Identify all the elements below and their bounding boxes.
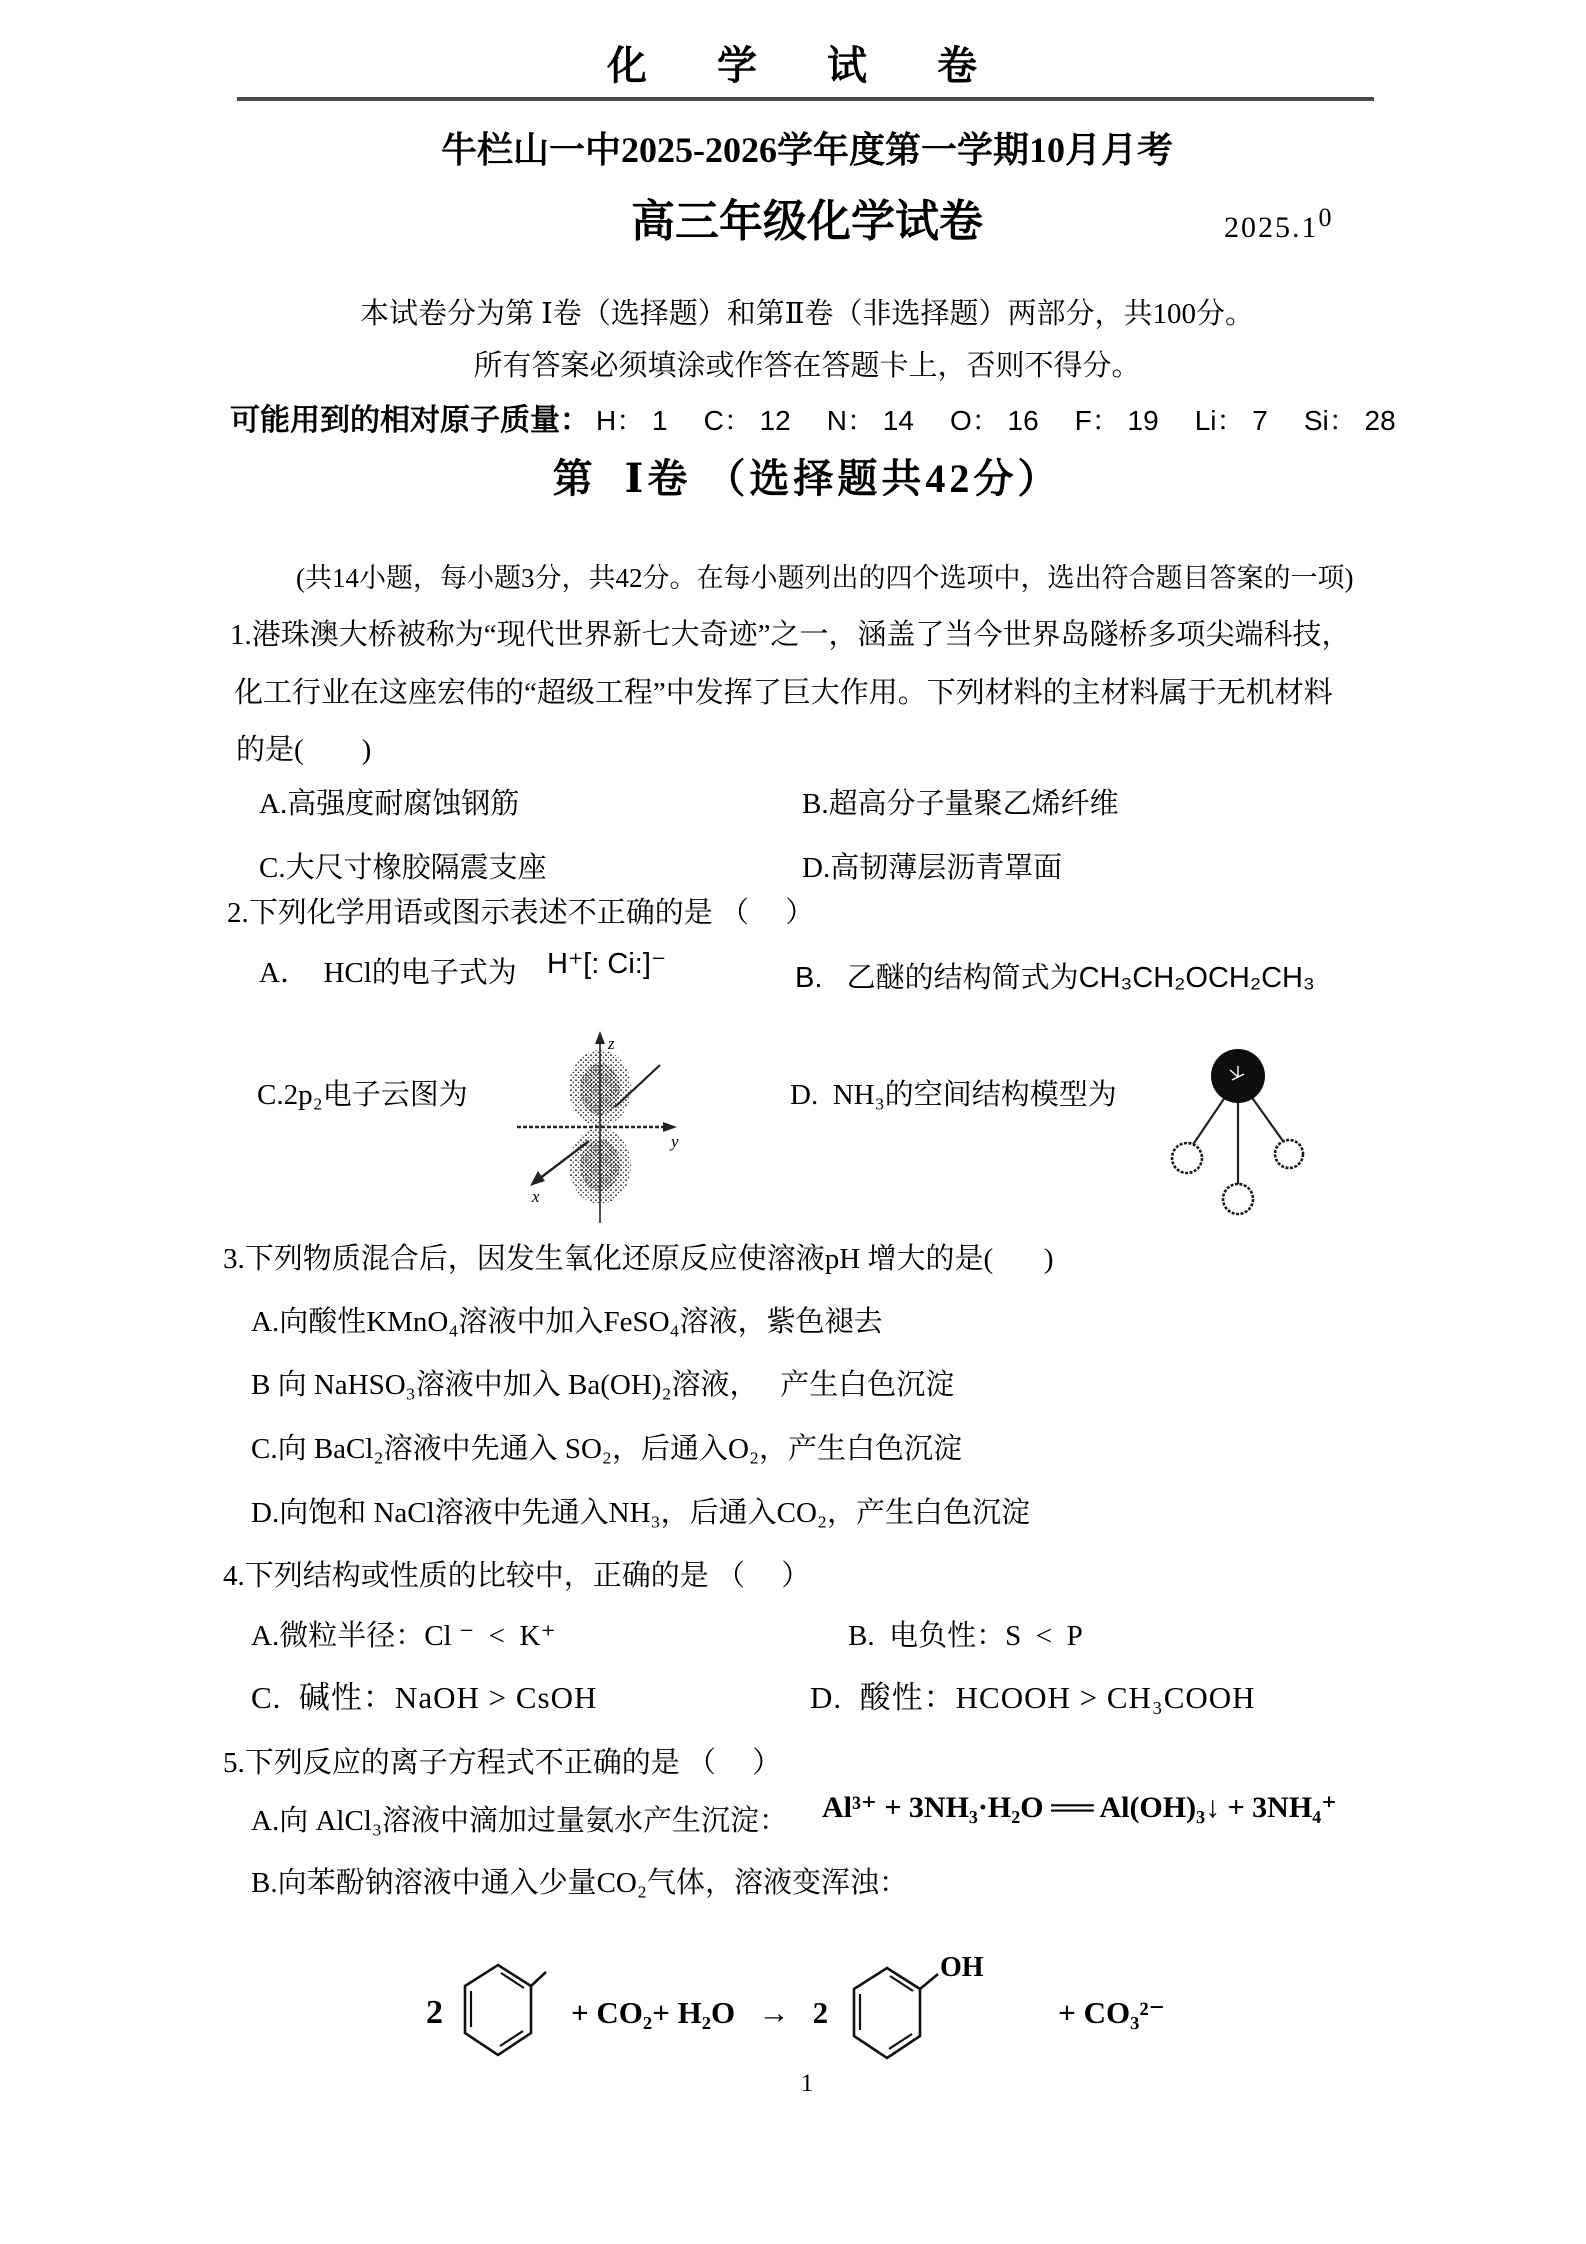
q1-option-d: D.高韧薄层沥青罩面 bbox=[802, 852, 1063, 884]
x-axis-arrowhead bbox=[530, 1171, 545, 1186]
q1-option-c: C.大尺寸橡胶隔震支座 bbox=[259, 852, 547, 884]
reaction-tail-text: + CO₃²⁻ bbox=[1058, 1995, 1166, 2030]
q2-option-a: A． HCl的电子式为 bbox=[259, 957, 517, 989]
q5-option-b: B.向苯酚钠溶液中通入少量CO₂气体，溶液变浑浊： bbox=[251, 1867, 908, 1899]
q1-stem-line-1: 1.港珠澳大桥被称为“现代世界新七大奇迹”之一，涵盖了当今世界岛隧桥多项尖端科技， bbox=[230, 619, 1351, 651]
q3-stem: 3.下列物质混合后，因发生氧化还原反应使溶液pH 增大的是( ) bbox=[223, 1243, 1054, 1275]
exam-title: 化 学 试 卷 bbox=[607, 43, 1007, 88]
atomic-mass-item: C： 12 bbox=[703, 405, 791, 436]
q4-stem: 4.下列结构或性质的比较中，正确的是 （ ） bbox=[223, 1560, 811, 1592]
atomic-mass-label: 可能用到的相对原子质量： bbox=[230, 404, 590, 437]
q4-option-a: A.微粒半径：Cl ⁻ < K⁺ bbox=[251, 1620, 556, 1652]
q2-stem: 2.下列化学用语或图示表述不正确的是 （ ） bbox=[227, 897, 815, 929]
section-1-heading: 第 Ⅰ卷 （选择题共42分） bbox=[552, 456, 1062, 501]
atomic-mass-item: H： 1 bbox=[596, 405, 668, 436]
q1-option-a: A.高强度耐腐蚀钢筋 bbox=[259, 788, 520, 820]
intro-line-2: 所有答案必须填涂或作答在答题卡上，否则不得分。 bbox=[473, 350, 1141, 382]
benzene-hexagon bbox=[465, 1965, 531, 2055]
paper-date bbox=[1224, 203, 1334, 245]
q1-stem-line-2: 化工行业在这座宏伟的“超级工程”中发挥了巨大作用。下列材料的主材料属于无机材料 bbox=[234, 677, 1333, 709]
page-number: 1 bbox=[800, 2070, 814, 2097]
title-underline bbox=[237, 97, 1374, 101]
nh3-model bbox=[1168, 1000, 1308, 1262]
phenolate-bond bbox=[531, 1972, 546, 1986]
reaction-middle-text: + CO₂+ H₂O → 2 bbox=[571, 1995, 829, 2030]
atomic-mass-item: O： 16 bbox=[949, 405, 1039, 436]
z-axis-arrowhead bbox=[595, 1031, 605, 1044]
q4-option-d: D. 酸性：HCOOH > CH₃COOH bbox=[810, 1680, 1256, 1715]
q2-option-d: D. NH₃的空间结构模型为 bbox=[790, 1079, 1117, 1111]
atomic-mass-list bbox=[596, 399, 1396, 439]
q2-option-c: C.2p₂电子云图为 bbox=[257, 1079, 468, 1111]
hydrogen-atom-right bbox=[1275, 1140, 1303, 1168]
q2-option-b: B. 乙醚的结构简式为CH₃CH₂OCH₂CH₃ bbox=[795, 962, 1315, 994]
orbital-z-label: z bbox=[608, 1034, 615, 1053]
y-axis-arrowhead bbox=[663, 1122, 677, 1132]
reaction-coefficient-1: 2 bbox=[426, 1994, 443, 2031]
q1-stem-line-3: 的是( ) bbox=[236, 734, 372, 766]
orbital-y-label: y bbox=[671, 1132, 679, 1151]
q1-option-b: B.超高分子量聚乙烯纤维 bbox=[802, 788, 1119, 820]
atomic-mass-item: N： 14 bbox=[826, 405, 914, 436]
paper-title: 高三年级化学试卷 bbox=[631, 197, 983, 246]
hydrogen-atom-left bbox=[1172, 1143, 1202, 1173]
paper-date-main: 2025.1 bbox=[1224, 211, 1319, 244]
q3-option-a: A.向酸性KMnO₄溶液中加入FeSO₄溶液，紫色褪去 bbox=[251, 1306, 883, 1338]
q2-option-a-electron-formula: H⁺[: Ci:]⁻ bbox=[547, 948, 667, 980]
q3-option-d: D.向饱和 NaCl溶液中先通入NH₃，后通入CO₂，产生白色沉淀 bbox=[251, 1497, 1031, 1529]
atomic-mass-item: Li： 7 bbox=[1194, 405, 1268, 436]
session-title: 牛栏山一中2025-2026学年度第一学期10月月考 bbox=[441, 130, 1173, 170]
q4-option-b: B. 电负性：S < P bbox=[848, 1620, 1083, 1652]
q5-stem: 5.下列反应的离子方程式不正确的是 （ ） bbox=[223, 1747, 782, 1779]
orbital-cloud-diagram bbox=[505, 993, 695, 1263]
atomic-mass-item: F： 19 bbox=[1074, 405, 1159, 436]
benzene-hexagon bbox=[854, 1968, 920, 2058]
orbital-x-label: x bbox=[532, 1187, 540, 1206]
q3-option-c: C.向 BaCl₂溶液中先通入 SO₂，后通入O₂，产生白色沉淀 bbox=[251, 1433, 963, 1465]
q4-option-c: C. 碱性：NaOH > CsOH bbox=[251, 1680, 598, 1715]
paper-date-tail: 0 bbox=[1318, 203, 1334, 232]
atomic-mass-item: Si： 28 bbox=[1303, 405, 1396, 436]
q5-option-a-ionic-equation: Al³⁺ + 3NH₃·H₂O ══ Al(OH)₃↓ + 3NH₄⁺ bbox=[822, 1791, 1338, 1824]
hydrogen-atom-bottom bbox=[1223, 1184, 1253, 1214]
intro-line-1: 本试卷分为第 Ⅰ卷（选择题）和第Ⅱ卷（非选择题）两部分，共100分。 bbox=[360, 298, 1254, 330]
atomic-mass-line bbox=[230, 395, 1396, 439]
oh-label: OH bbox=[940, 1954, 984, 1983]
q3-option-b: B 向 NaHSO₃溶液中加入 Ba(OH)₂溶液， 产生白色沉淀 bbox=[251, 1369, 955, 1401]
hydroxyl-bond bbox=[920, 1974, 938, 1989]
q5-option-a: A.向 AlCl₃溶液中滴加过量氨水产生沉淀： bbox=[251, 1805, 788, 1837]
section-1-note: (共14小题，每小题3分，共42分。在每小题列出的四个选项中，选出符合题目答案的一项) bbox=[296, 563, 1354, 593]
